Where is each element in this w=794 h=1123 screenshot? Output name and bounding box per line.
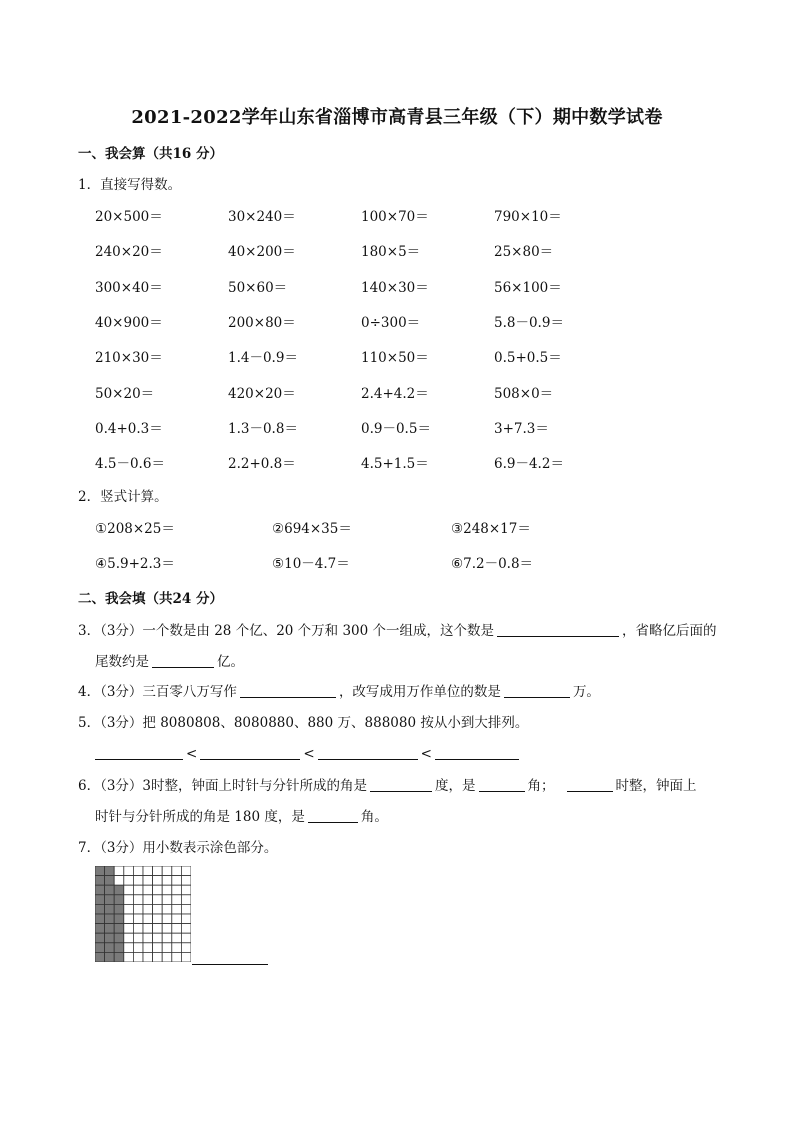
grid-cell <box>143 885 153 895</box>
calc-item: 240×20＝ <box>95 244 163 261</box>
grid-cell <box>133 904 143 914</box>
q5-answer-blank-2[interactable] <box>200 745 300 760</box>
calc-item: 4.5－0.6＝ <box>95 456 165 473</box>
grid-cell-shaded <box>95 933 105 943</box>
calc-item: 0.4+0.3＝ <box>95 420 163 437</box>
calc-item: 5.8－0.9＝ <box>494 314 564 331</box>
grid-cell <box>181 866 191 876</box>
q7-answer-blank[interactable] <box>192 964 268 965</box>
calc-item: 110×50＝ <box>361 350 429 367</box>
grid-cell-shaded <box>105 914 115 924</box>
grid-cell <box>172 914 182 924</box>
question-6-text-a: 6．（3分）3时整，钟面上时针与分针所成的角是 <box>78 778 368 794</box>
grid-cell-shaded <box>105 866 115 876</box>
grid-cell <box>153 895 163 905</box>
grid-cell <box>124 895 134 905</box>
grid-cell <box>124 866 134 876</box>
calc-item: 6.9－4.2＝ <box>494 456 564 473</box>
grid-cell <box>181 895 191 905</box>
calc-item: 0÷300＝ <box>361 314 421 331</box>
grid-cell <box>153 885 163 895</box>
calc-item: 50×20＝ <box>95 385 155 402</box>
question-1-label: 1．直接写得数。 <box>78 177 182 193</box>
grid-cell <box>124 943 134 953</box>
q6-answer-blank-angle-type-2[interactable] <box>308 808 358 823</box>
question-7-label: 7．（3分）用小数表示涂色部分。 <box>78 840 278 856</box>
grid-cell <box>143 895 153 905</box>
less-than-sign: < <box>186 746 198 762</box>
grid-cell <box>153 866 163 876</box>
grid-cell-shaded <box>114 924 124 934</box>
grid-cell <box>124 904 134 914</box>
grid-cell <box>172 904 182 914</box>
grid-cell <box>153 943 163 953</box>
grid-cell <box>162 904 172 914</box>
grid-cell <box>143 943 153 953</box>
grid-cell-shaded <box>105 885 115 895</box>
question-5-ordering-line <box>95 745 522 763</box>
grid-cell <box>181 924 191 934</box>
question-6-text-e: 时针与分针所成的角是 180 度，是 <box>95 809 305 825</box>
grid-cell <box>143 904 153 914</box>
calc-row <box>95 208 655 226</box>
calc-item: 210×30＝ <box>95 350 163 367</box>
grid-cell <box>133 895 143 905</box>
calc-row <box>95 420 655 438</box>
grid-cell <box>162 924 172 934</box>
vertical-calc-row <box>95 520 655 538</box>
grid-cell <box>162 866 172 876</box>
calc-row <box>95 279 655 297</box>
grid-cell <box>162 876 172 886</box>
grid-cell-shaded <box>95 885 105 895</box>
vertical-calc-item: ⑤10－4.7＝ <box>272 556 350 572</box>
vertical-calc-row <box>95 555 655 573</box>
grid-cell <box>172 933 182 943</box>
grid-cell <box>124 933 134 943</box>
grid-cell <box>114 876 124 886</box>
calc-item: 180×5＝ <box>361 244 421 261</box>
calc-item: 0.5+0.5＝ <box>494 350 562 367</box>
vertical-calc-item: ②694×35＝ <box>272 521 352 537</box>
grid-cell-shaded <box>105 876 115 886</box>
calc-item: 100×70＝ <box>361 209 429 225</box>
grid-cell <box>162 952 172 962</box>
question-3-line2 <box>95 653 244 671</box>
q4-answer-blank-write[interactable] <box>240 683 336 698</box>
section2-heading: 二、我会填（共24 分） <box>78 591 223 607</box>
q6-answer-blank-hour[interactable] <box>567 777 613 792</box>
q3-answer-blank-approx[interactable] <box>152 653 214 668</box>
less-than-sign: < <box>303 746 315 762</box>
grid-cell <box>181 904 191 914</box>
calc-row <box>95 349 655 367</box>
question-6-line2 <box>95 808 388 826</box>
grid-cell-shaded <box>114 933 124 943</box>
grid-cell-shaded <box>95 895 105 905</box>
question-6-text-b: 度，是 <box>435 778 476 794</box>
grid-cell <box>114 866 124 876</box>
grid-cell <box>172 866 182 876</box>
grid-cell <box>172 885 182 895</box>
grid-cell <box>143 866 153 876</box>
calc-item: 3+7.3＝ <box>494 420 549 437</box>
question-4-text-b: ，改写成用万作单位的数是 <box>338 684 501 700</box>
grid-cell <box>153 914 163 924</box>
hundred-square-grid <box>95 866 191 962</box>
grid-cell-shaded <box>105 952 115 962</box>
grid-cell <box>143 952 153 962</box>
grid-cell <box>133 876 143 886</box>
grid-cell <box>162 885 172 895</box>
grid-cell <box>133 914 143 924</box>
calc-item: 20×500＝ <box>95 209 163 225</box>
grid-cell <box>172 943 182 953</box>
calc-item: 2.4+4.2＝ <box>361 385 429 402</box>
question-6-text-f: 角。 <box>360 809 388 825</box>
question-5-label: 5．（3分）把 8080808、8080880、880 万、888080 按从小到大排列。 <box>78 715 529 731</box>
grid-cell-shaded <box>95 904 105 914</box>
grid-cell <box>153 952 163 962</box>
grid-cell <box>181 933 191 943</box>
question-4-line <box>78 683 600 701</box>
calc-item: 40×200＝ <box>228 244 296 261</box>
question-4-text-c: 万。 <box>572 684 600 700</box>
grid-cell-shaded <box>105 933 115 943</box>
question-2-label: 2．竖式计算。 <box>78 489 168 505</box>
grid-cell <box>143 933 153 943</box>
calc-item: 30×240＝ <box>228 209 296 225</box>
grid-cell-shaded <box>105 904 115 914</box>
grid-cell-shaded <box>114 914 124 924</box>
grid-cell <box>153 876 163 886</box>
grid-cell-shaded <box>95 943 105 953</box>
vertical-calc-item: ④5.9+2.3＝ <box>95 556 175 572</box>
grid-cell <box>181 876 191 886</box>
calc-item: 0.9－0.5＝ <box>361 420 431 437</box>
grid-cell <box>143 876 153 886</box>
exam-title: 2021-2022学年山东省淄博市高青县三年级（下）期中数学试卷 <box>131 107 663 128</box>
calc-item: 56×100＝ <box>494 279 562 296</box>
q5-answer-blank-4[interactable] <box>435 745 519 760</box>
grid-cell <box>133 952 143 962</box>
grid-cell <box>153 904 163 914</box>
grid-cell <box>181 914 191 924</box>
grid-cell <box>172 876 182 886</box>
grid-cell <box>181 943 191 953</box>
grid-cell <box>133 943 143 953</box>
vertical-calc-item: ⑥7.2－0.8＝ <box>451 556 534 572</box>
grid-cell <box>124 952 134 962</box>
q5-answer-blank-3[interactable] <box>318 745 418 760</box>
grid-cell <box>162 933 172 943</box>
grid-cell-shaded <box>105 943 115 953</box>
less-than-sign: < <box>420 746 432 762</box>
question-3-text-b: ，省略亿后面的 <box>622 623 717 639</box>
grid-cell <box>124 914 134 924</box>
grid-cell-shaded <box>95 876 105 886</box>
grid-cell <box>143 914 153 924</box>
grid-cell-shaded <box>95 866 105 876</box>
calc-row <box>95 455 655 473</box>
calc-item: 200×80＝ <box>228 314 296 331</box>
grid-cell <box>133 933 143 943</box>
calc-row <box>95 385 655 403</box>
grid-cell <box>172 952 182 962</box>
q6-answer-blank-degree[interactable] <box>370 777 432 792</box>
calc-row <box>95 243 655 261</box>
grid-cell-shaded <box>95 952 105 962</box>
section1-heading: 一、我会算（共16 分） <box>78 146 223 162</box>
grid-cell-shaded <box>105 895 115 905</box>
grid-cell <box>162 943 172 953</box>
vertical-calc-item: ③248×17＝ <box>451 521 531 537</box>
grid-cell <box>143 924 153 934</box>
grid-cell <box>172 895 182 905</box>
grid-cell-shaded <box>114 943 124 953</box>
grid-cell <box>133 885 143 895</box>
q4-answer-blank-wan[interactable] <box>504 683 570 698</box>
calc-item: 790×10＝ <box>494 209 562 225</box>
q3-answer-blank-number[interactable] <box>497 622 619 637</box>
grid-cell <box>124 924 134 934</box>
calc-row <box>95 314 655 332</box>
question-4-text-a: 4．（3分）三百零八万写作 <box>78 684 237 700</box>
grid-cell-shaded <box>95 924 105 934</box>
grid-cell <box>124 885 134 895</box>
calc-item: 508×0＝ <box>494 385 554 402</box>
calc-item: 40×900＝ <box>95 314 163 331</box>
grid-cell-shaded <box>114 895 124 905</box>
question-3-text-c: 尾数约是 <box>95 654 149 670</box>
vertical-calc-item: ①208×25＝ <box>95 521 175 537</box>
question-3-line1 <box>78 622 717 640</box>
calc-item: 1.4－0.9＝ <box>228 350 298 367</box>
grid-cell <box>133 924 143 934</box>
calc-item: 2.2+0.8＝ <box>228 456 296 473</box>
grid-cell <box>153 933 163 943</box>
q6-answer-blank-angle-type[interactable] <box>479 777 525 792</box>
grid-cell-shaded <box>105 924 115 934</box>
question-6-line1 <box>78 777 697 795</box>
q5-answer-blank-1[interactable] <box>95 745 183 760</box>
grid-cell-shaded <box>114 904 124 914</box>
question-3-text-a: 3．（3分）一个数是由 28 个亿、20 个万和 300 个一组成，这个数是 <box>78 623 495 639</box>
question-6-text-d: 时整，钟面上 <box>615 778 697 794</box>
calc-item: 140×30＝ <box>361 279 429 296</box>
calc-item: 1.3－0.8＝ <box>228 420 298 437</box>
grid-cell <box>181 885 191 895</box>
calc-item: 420×20＝ <box>228 385 296 402</box>
grid-cell <box>181 952 191 962</box>
grid-cell <box>172 924 182 934</box>
grid-cell-shaded <box>95 914 105 924</box>
grid-cell-shaded <box>114 952 124 962</box>
grid-cell <box>124 876 134 886</box>
question-6-text-c: 角； <box>527 778 555 794</box>
question-3-text-d: 亿。 <box>217 654 244 670</box>
calc-item: 50×60＝ <box>228 279 288 296</box>
grid-cell-shaded <box>114 885 124 895</box>
calc-item: 4.5+1.5＝ <box>361 456 429 473</box>
calc-item: 300×40＝ <box>95 279 163 296</box>
grid-cell <box>162 914 172 924</box>
grid-cell <box>133 866 143 876</box>
grid-cell <box>153 924 163 934</box>
calc-item: 25×80＝ <box>494 244 554 261</box>
grid-cell <box>162 895 172 905</box>
